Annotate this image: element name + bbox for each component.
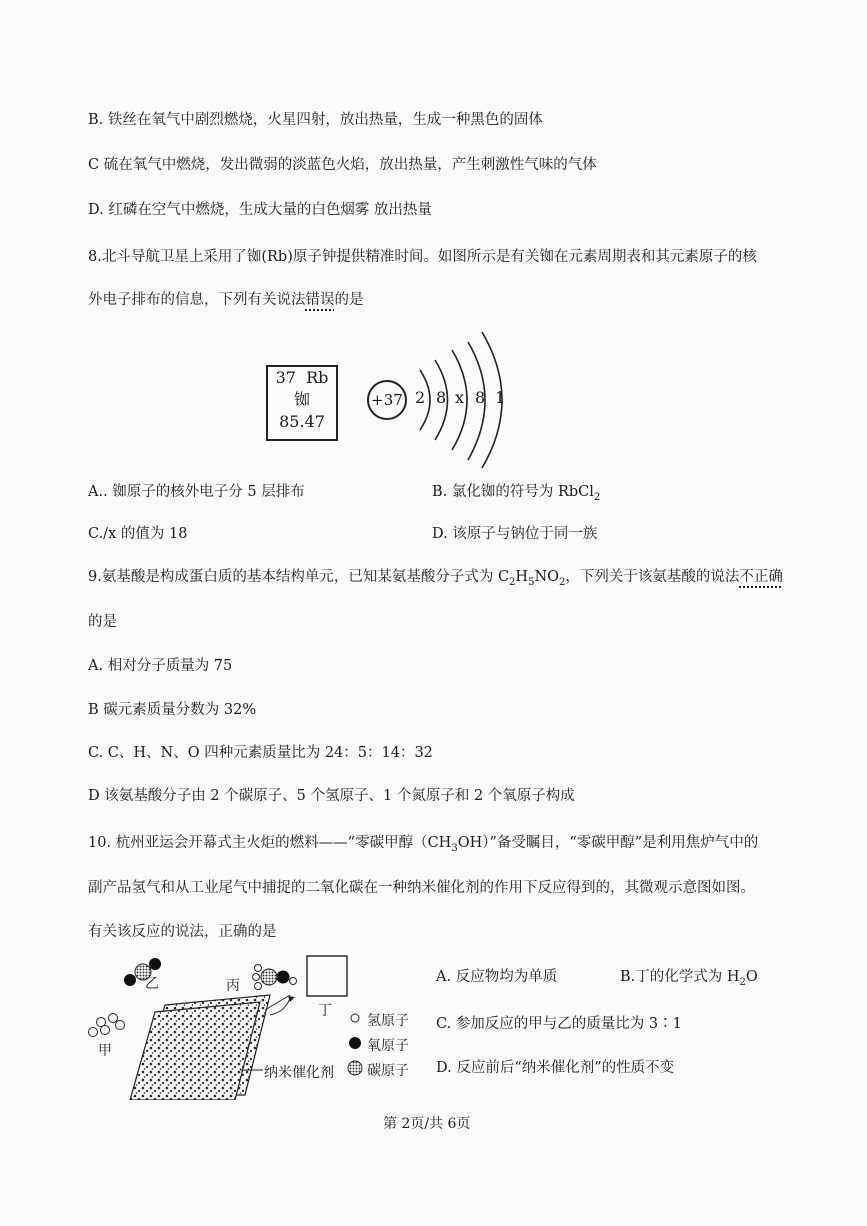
label-bing: 丙 [226,978,240,994]
oxygen-atom [149,958,161,970]
emphasis-text: 不正确 [739,569,783,585]
atom-nucleus: +37 [367,380,407,420]
legend-hydrogen-icon [351,1014,359,1022]
label-jia: 甲 [98,1043,112,1059]
element-symbol: Rb [306,368,329,387]
label-yi: 乙 [145,976,159,992]
legend-hydrogen: 氢原子 [367,1013,409,1029]
product-box [307,956,347,996]
atomic-number: 37 [275,368,296,387]
atomic-mass: 85.47 [279,412,325,431]
shell-count-2: 8 [436,388,447,407]
legend-oxygen: 氧原子 [367,1038,409,1054]
q8-option-b: B. 氯化铷的符号为 RbCl$_2$ [432,484,601,503]
hydrogen-atom [290,978,297,985]
q10-stem-line3: 有关该反应的说法，正确的是 [88,924,277,940]
hydrogen-atom [255,965,262,972]
q10-stem-line2: 副产品氢气和从工业尾气中捕捉的二氧化碳在一种纳米催化剂的作用下反应得到的，其微观示意图如图。 [88,880,755,896]
page-footer: 第 2页/共 6页 [383,1116,471,1132]
hydrogen-atom [116,1021,125,1030]
hydrogen-atom [255,983,262,990]
shell-count-3: x [455,388,465,407]
q8-option-c: C./x 的值为 18 [88,526,188,542]
q10-option-c: C. 参加反应的甲与乙的质量比为 3∶1 [436,1016,682,1032]
element-name: 铷 [293,390,310,409]
q9-stem-line2: 的是 [88,614,117,630]
hydrogen-atom [89,1028,98,1037]
q9-option-b: B 碳元素质量分数为 32% [88,702,257,718]
legend-oxygen-icon [349,1037,361,1049]
q7-option-c: C 硫在氧气中燃烧，发出微弱的淡蓝色火焰，放出热量，产生刺激性气味的气体 [88,157,597,173]
q9-option-d: D 该氨基酸分子由 2 个碳原子、5 个氢原子、1 个氮原子和 2 个氧原子构成 [88,788,575,804]
periodic-table-cell [266,365,338,441]
q7-option-b: B. 铁丝在氧气中剧烈燃烧，火星四射，放出热量，生成一种黑色的固体 [88,112,543,128]
shell-count-4: 8 [475,388,486,407]
q8-stem-line2: 外电子排布的信息，下列有关说法错误的是 [88,292,364,308]
q7-option-d: D. 红磷在空气中燃烧，生成大量的白色烟雾 放出热量 [88,202,432,218]
q8-option-a: A.. 铷原子的核外电子分 5 层排布 [88,484,305,500]
label-ding: 丁 [318,1003,332,1019]
hydrogen-atom [101,1026,110,1035]
q9-option-c: C. C、H、N、O 四种元素质量比为 24：5：14：32 [88,745,433,761]
q10-option-a: A. 反应物均为单质 [436,969,558,985]
oxygen-atom [277,971,290,984]
q9-option-a: A. 相对分子质量为 75 [88,658,233,674]
q8-option-d: D. 该原子与钠位于同一族 [432,526,598,542]
label-catalyst: 纳米催化剂 [264,1065,334,1081]
shell-count-5: 1 [495,388,506,407]
hydrogen-atom [253,974,260,981]
legend-carbon-icon [348,1061,362,1075]
q8-stem-line1: 8.北斗导航卫星上采用了铷(Rb)原子钟提供精准时间。如图所示是有关铷在元素周期表和其元素原子的核 [88,249,757,265]
emphasis-text: 错误 [305,292,335,308]
oxygen-atom [124,974,136,986]
q9-stem-line1: 9.氨基酸是构成蛋白质的基本结构单元，已知某氨基酸分子式为 $C_2H_5NO_2$，下列关于该氨基酸的说法不正确 [88,569,783,588]
q10-option-b: B.丁的化学式为 $H_2O$ [620,969,758,988]
hydrogen-atom [109,1014,118,1023]
carbon-atom [261,969,277,985]
legend-carbon: 碳原子 [367,1063,409,1079]
q10-stem-line1: 10. 杭州亚运会开幕式主火炬的燃料——“零碳甲醇$(CH_3OH)$”备受瞩目，“零碳甲醇”是利用焦炉气中的 [88,835,759,854]
q10-option-d: D. 反应前后“纳米催化剂”的性质不变 [436,1060,675,1076]
shell-count-1: 2 [415,388,426,407]
